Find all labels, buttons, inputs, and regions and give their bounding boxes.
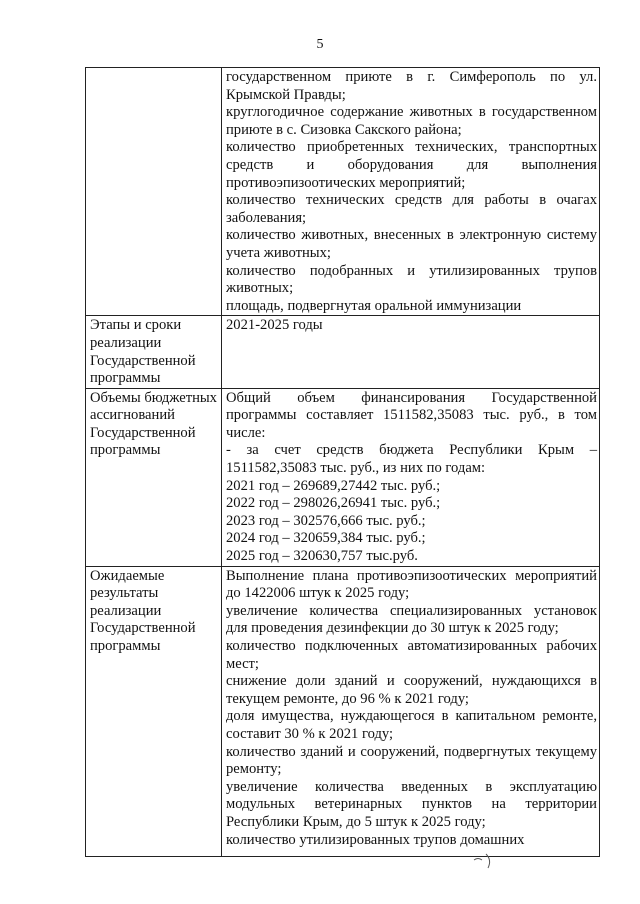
content-paragraph: количество приобретенных технических, транспортных средств и оборудования для выполнения противоэпизоотических мероприятий; [226, 139, 597, 191]
content-paragraph: доля имущества, нуждающегося в капитальном ремонте, составит 30 % к 2021 году; [226, 708, 597, 742]
row-label [86, 68, 222, 316]
row-content [222, 566, 600, 856]
table-row [86, 388, 600, 566]
content-paragraph: количество технических средств для работы в очагах заболевания; [226, 192, 597, 226]
content-paragraph: Выполнение плана противоэпизоотических мероприятий до 1422006 штук к 2025 году; [226, 567, 597, 602]
handwritten-mark [470, 848, 510, 872]
row-content [222, 388, 600, 566]
table-row [86, 316, 600, 388]
content-paragraph: - за счет средств бюджета Республики Крым – 1511582,35083 тыс. руб., из них по годам: [226, 442, 597, 477]
content-paragraph: 2021 год – 269689,27442 тыс. руб.; [226, 477, 441, 494]
content-paragraph: площадь, подвергнутая оральной иммунизации [226, 297, 522, 314]
table-body [86, 68, 600, 857]
content-paragraph: увеличение количества введенных в эксплуатацию модульных ветеринарных пунктов на территории Республики Крым, до 5 штук к 2025 году; [226, 778, 597, 830]
content-paragraph: круглогодичное содержание животных в государственном приюте в с. Сизовка Сакского района; [226, 104, 597, 138]
content-paragraph: количество зданий и сооружений, подвергнутых текущему ремонту; [226, 743, 597, 778]
content-paragraph: количество подобранных и утилизированных трупов животных; [226, 262, 597, 297]
content-paragraph: количество подключенных автоматизированных рабочих мест; [226, 638, 597, 672]
content-paragraph: Общий объем финансирования Государственной программы составляет 1511582,35083 тыс. руб., в том числе: [226, 389, 597, 441]
content-paragraph: 2021-2025 годы [226, 317, 323, 334]
table-row [86, 566, 600, 856]
content-paragraph: количество животных, внесенных в электронную систему учета животных; [226, 227, 597, 261]
content-paragraph: 2022 год – 298026,26941 тыс. руб.; [226, 495, 441, 512]
row-content [222, 316, 600, 388]
content-paragraph: снижение доли зданий и сооружений, нуждающихся в текущем ремонте, до 96 % к 2021 году; [226, 673, 597, 707]
row-label: Этапы и сроки реализации Государственной программы [86, 316, 222, 388]
content-paragraph: 2025 год – 320630,757 тыс.руб. [226, 548, 418, 565]
row-label: Объемы бюджетных ассигнований Государственной программы [86, 388, 222, 566]
content-paragraph: 2023 год – 302576,666 тыс. руб.; [226, 512, 426, 529]
content-paragraph: увеличение количества специализированных установок для проведения дезинфекции до 30 штук к 2025 году; [226, 602, 597, 637]
table-row [86, 68, 600, 316]
content-paragraph: количество утилизированных трупов домашних [226, 831, 525, 848]
row-label: Ожидаемые результаты реализации Государственной программы [86, 566, 222, 856]
content-paragraph: государственном приюте в г. Симферополь по ул. Крымской Правды; [226, 69, 597, 103]
content-paragraph: 2024 год – 320659,384 тыс. руб.; [226, 530, 426, 547]
page-number: 5 [316, 37, 324, 52]
program-passport-table [85, 67, 600, 857]
row-content [222, 68, 600, 316]
